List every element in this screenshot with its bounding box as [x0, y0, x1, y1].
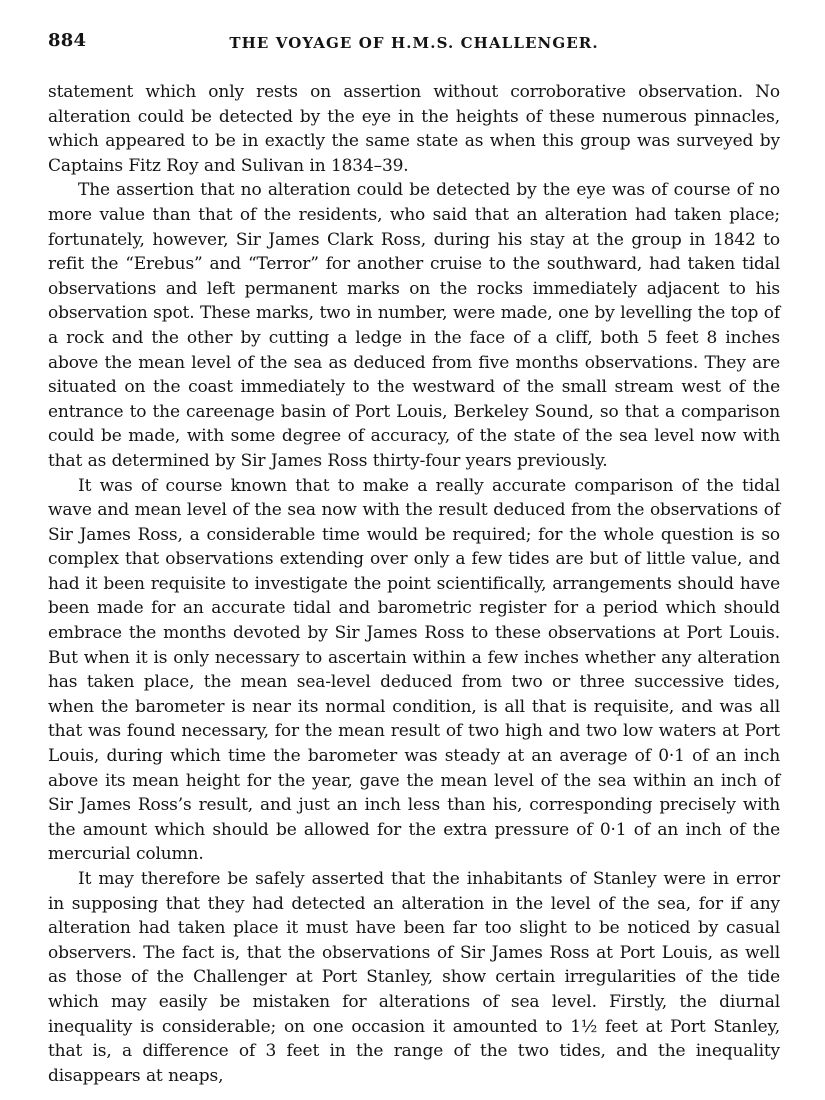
document-page: [48, 30, 780, 1088]
body-text: [48, 80, 780, 1088]
paragraph-tidal-comparison: It was of course known that to make a really accurate comparison of the tidal wave and mean level of the sea now with the result deduced from the observations of Sir James Ross, a considerable time would be required; for the whole question is so complex that observations extending over only a few tides are but of little value, and had it been requisite to investigate the point scientifically, arrangements should have been made for an accurate tidal and barometric register for a period which should embrace the months devoted by Sir James Ross to these observations at Port Louis. But when it is only necessary to ascertain within a few inches whether any alteration has taken place, the mean sea-level deduced from two or three successive tides, when the barometer is near its normal condition, is all that is requisite, and was all that was found necessary, for the mean result of two high and two low waters at Port Louis, during which time the barometer was steady at an average of 0·1 of an inch above its mean height for the year, gave the mean level of the sea within an inch of Sir James Ross’s result, and just an inch less than his, corresponding precisely with the amount which should be allowed for the extra pressure of 0·1 of an inch of the mercurial column.: [48, 475, 780, 865]
running-title: THE VOYAGE OF H.M.S. CHALLENGER.: [229, 34, 599, 52]
page-number: 884: [48, 30, 87, 51]
paragraph-continuation: statement which only rests on assertion without corroborative observation. No alteration could be detected by the eye in the heights of these numerous pinnacles, which appeared to be in exactly the same state as when this group was surveyed by Captains Fitz Roy and Sulivan in 1834–39.: [48, 82, 780, 176]
paragraph-ross-marks: The assertion that no alteration could be detected by the eye was of course of no more value than that of the residents, who said that an alteration had taken place; fortunately, however, Sir James Clark Ross, during his stay at the group in 1842 to refit the “Erebus” and “Terror” for another cruise to the southward, had taken tidal observations and left permanent marks on the rocks immediately adjacent to his observation spot. These marks, two in number, were made, one by levelling the top of a rock and the other by cutting a ledge in the face of a cliff, both 5 feet 8 inches above the mean level of the sea as deduced from five months observations. They are situated on the coast immediately to the westward of the small stream west of the entrance to the careenage basin of Port Louis, Berkeley Sound, so that a comparison could be made, with some degree of accuracy, of the state of the sea level now with that as determined by Sir James Ross thirty-four years previously.: [48, 180, 780, 471]
page-header: [48, 30, 780, 62]
paragraph-conclusion: It may therefore be safely asserted that the inhabitants of Stanley were in error in supposing that they had detected an alteration in the level of the sea, for if any alteration had taken place it must have been far too slight to be noticed by casual observers. The fact is, that the observations of Sir James Ross at Port Louis, as well as those of the Challenger at Port Stanley, show certain irregularities of the tide which may easily be mistaken for alterations of sea level. Firstly, the diurnal inequality is considerable; on one occasion it amounted to 1½ feet at Port Stanley, that is, a difference of 3 feet in the range of the two tides, and the inequality disappears at neaps,: [48, 869, 780, 1086]
